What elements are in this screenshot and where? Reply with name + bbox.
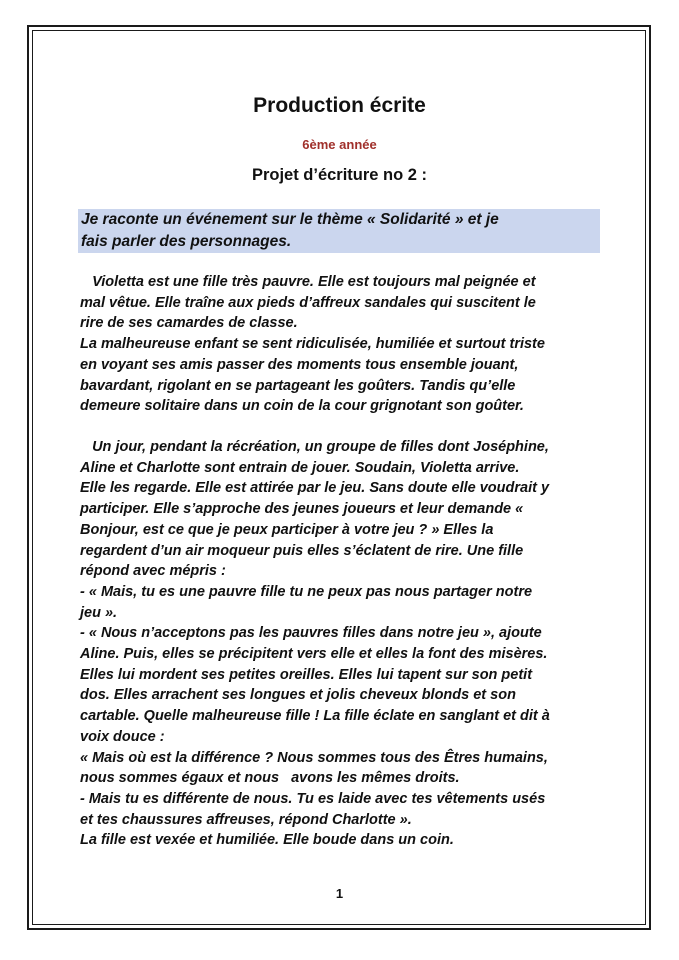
text-line: participer. Elle s’approche des jeunes joueurs et leur demande « xyxy=(80,501,524,518)
text-line: - Mais tu es différente de nous. Tu es laide avec tes vêtements usés xyxy=(80,790,546,807)
text-line: - « Nous n’acceptons pas les pauvres filles dans notre jeu », ajoute xyxy=(80,625,542,642)
text-line: demeure solitaire dans un coin de la cour grignotant son goûter. xyxy=(80,398,524,415)
theme-instruction-box xyxy=(78,209,600,253)
text-line: - « Mais, tu es une pauvre fille tu ne peux pas nous partager notre xyxy=(80,583,533,600)
text-line: regardent d’un air moqueur puis elles s’éclatent de rire. Une fille xyxy=(80,542,524,559)
grade-level: 6ème année xyxy=(302,137,377,152)
text-line: bavardant, rigolant en se partageant les goûters. Tandis qu’elle xyxy=(80,377,516,394)
text-line: rire de ses camardes de classe. xyxy=(80,315,298,332)
text-line: Aline et Charlotte sont entrain de jouer. Soudain, Violetta arrive. xyxy=(80,459,520,476)
page-number: 1 xyxy=(335,886,344,901)
text-line: nous sommes égaux et nous avons les mêmes droits. xyxy=(80,770,460,787)
text-line: répond avec mépris : xyxy=(80,563,226,580)
paragraph-2 xyxy=(80,437,610,851)
text-line: en voyant ses amis passer des moments tous ensemble jouant, xyxy=(80,356,519,373)
theme-line: Je raconte un événement sur le thème « Solidarité » et je xyxy=(81,211,499,228)
text-line: La fille est vexée et humiliée. Elle boude dans un coin. xyxy=(80,832,454,849)
text-line: Elle les regarde. Elle est attirée par le jeu. Sans doute elle voudrait y xyxy=(80,480,550,497)
text-line: Aline. Puis, elles se précipitent vers elle et elles la font des misères. xyxy=(80,646,548,663)
text-line: La malheureuse enfant se sent ridiculisée, humiliée et surtout triste xyxy=(80,336,545,353)
text-line: dos. Elles arrachent ses longues et jolis cheveux blonds et son xyxy=(80,687,516,704)
text-line: mal vêtue. Elle traîne aux pieds d’affreux sandales qui suscitent le xyxy=(80,294,536,311)
text-line: jeu ». xyxy=(80,604,118,621)
text-line: Violetta est une fille très pauvre. Elle est toujours mal peignée et xyxy=(80,274,536,290)
text-line: et tes chaussures affreuses, répond Charlotte ». xyxy=(80,811,412,828)
text-line: Elles lui mordent ses petites oreilles. Elles lui tapent sur son petit xyxy=(80,666,533,683)
text-line: voix douce : xyxy=(80,728,165,745)
paragraph-1 xyxy=(80,272,610,417)
text-line: Un jour, pendant la récréation, un groupe de filles dont Joséphine, xyxy=(80,439,549,455)
project-title: Projet d’écriture no 2 : xyxy=(251,166,428,184)
text-line: cartable. Quelle malheureuse fille ! La fille éclate en sanglant et dit à xyxy=(80,708,550,725)
text-line: « Mais où est la différence ? Nous sommes tous des Êtres humains, xyxy=(80,749,548,766)
document-title: Production écrite xyxy=(253,94,426,117)
text-line: Bonjour, est ce que je peux participer à votre jeu ? » Elles la xyxy=(80,521,494,538)
theme-line: fais parler des personnages. xyxy=(81,233,292,250)
